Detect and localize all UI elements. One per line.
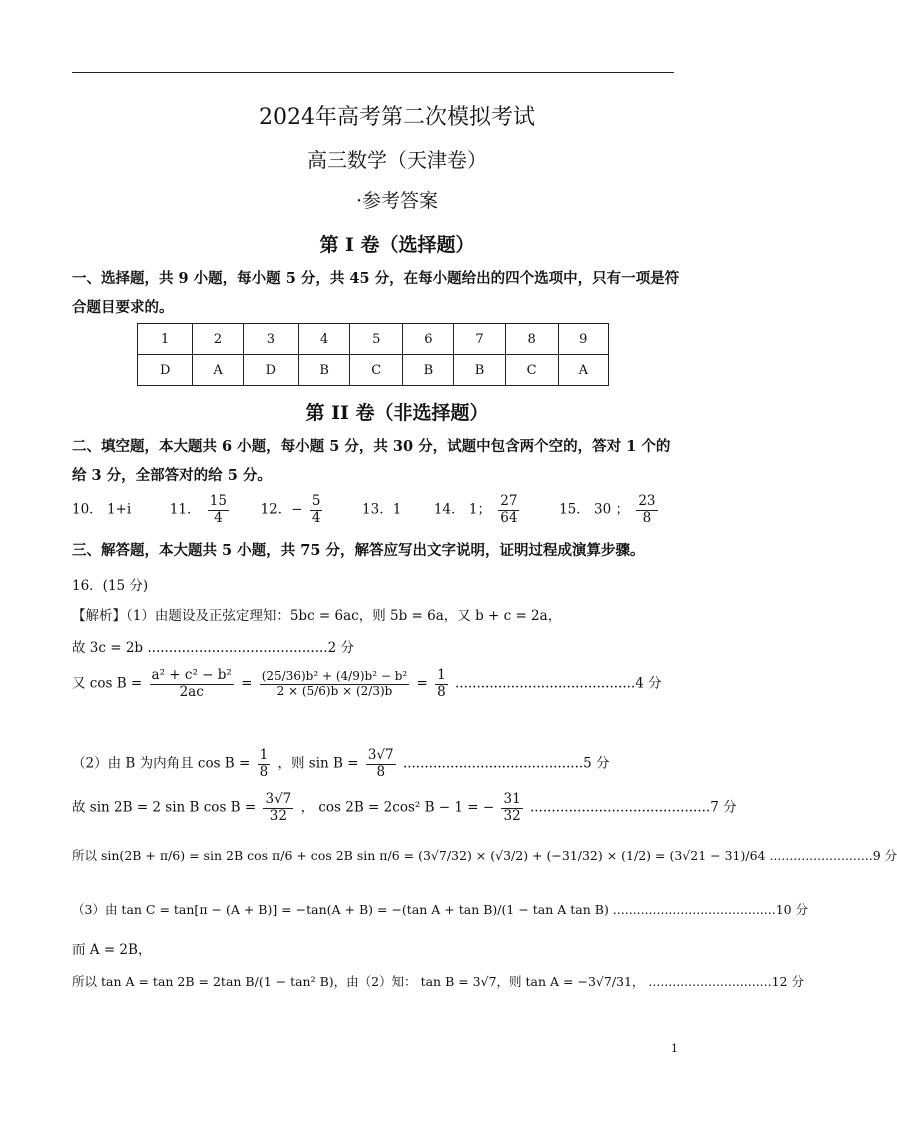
fill-q13: 13．1 [362, 501, 402, 518]
part3-instruction: 三、解答题，本大题共 5 小题，共 75 分，解答应写出文字说明，证明过程成演算步骤。 [72, 542, 645, 559]
fraction-denominator: 8 [642, 509, 652, 526]
solution-text: 故 sin 2B = 2 sin B cos B = [72, 799, 257, 816]
solution-line-3: 又 cos B = $\frac{\text{a² + c² − b²}}{2ac}$ = $\frac{\text{(25/36)b² + (4/9)b² − b²}}{2 \times (5/6)b \times (2/3)b}$ = $\frac{1}{8}$ ..........................................4 分 [72, 667, 662, 700]
cos-b-fraction-2 [260, 670, 409, 699]
table-cell: 2 [193, 324, 243, 355]
solution-line-8: 而 A = 2B， [72, 942, 152, 958]
fill-q12: 12．− [260, 501, 303, 518]
table-cell: 3 [243, 324, 298, 355]
fraction-denominator: 8 [437, 683, 446, 700]
part2-heading: 第 II 卷（非选择题） [305, 402, 489, 424]
table-cell: 1 [138, 324, 193, 355]
score-marker: ..........................................5 分 [402, 755, 610, 772]
part2-instruction: 二、填空题，本大题共 6 小题，每小题 5 分，共 30 分，试题中包含两个空的，答对 1 个的给 3 分，全部答对的给 5 分。 [72, 438, 671, 484]
fraction-denominator: 32 [269, 807, 287, 824]
fill-q14: 14． 1； [433, 501, 491, 518]
table-cell: B [299, 355, 350, 386]
table-cell: C [350, 355, 403, 386]
answer-table [137, 323, 609, 386]
fraction-denominator: 32 [503, 807, 521, 824]
solution-line-9: 所以 tan A = tan 2B = 2tan B/(1 − tan² B)，由（2）知： tan B = 3√7，则 tan A = −3√7/31， ...............................12 分 [72, 974, 804, 989]
table-cell: B [454, 355, 505, 386]
fill-q15-fraction [636, 494, 657, 526]
fraction-numerator: 27 [500, 493, 518, 509]
fraction-numerator: 31 [503, 791, 521, 807]
solution-text: （2）由 B 为内角且 cos B = [72, 755, 251, 772]
fraction-denominator: 2ac [179, 683, 204, 700]
fraction-numerator: 1 [437, 667, 446, 683]
page-subtitle: 高三数学（天津卷） [307, 148, 487, 172]
answer-label: ·参考答案 [355, 190, 439, 212]
page-number: 1 [671, 1042, 678, 1055]
solution-line-4 [72, 748, 610, 780]
fraction [258, 748, 271, 780]
table-cell: A [558, 355, 608, 386]
table-cell: D [138, 355, 193, 386]
solution-line-6: 所以 sin(2B + π/6) = sin 2B cos π/6 + cos 2B sin π/6 = (3√7/32) × (√3/2) + (−31/32) × (1/2) = (3√21 − 31)/64 ..........................9 分 [72, 848, 897, 863]
fill-q10: 10． 1+i [72, 501, 132, 518]
fraction-numerator: 3√7 [265, 791, 292, 807]
fraction-numerator: 15 [209, 493, 227, 509]
solution-text: ，则 sin B = [277, 755, 359, 772]
fill-q15: 15． 30 ； [559, 501, 630, 518]
cos-b-label: 又 cos B = [72, 675, 143, 692]
fraction-denominator: 2 × (5/6)b × (2/3)b [276, 683, 393, 698]
fill-q14-fraction [498, 494, 519, 526]
fraction-numerator: (25/36)b² + (4/9)b² − b² [261, 668, 408, 683]
solution-line-1: 【解析】（1）由题设及正弦定理知：5bc = 6ac，则 5b = 6a，又 b + c = 2a， [72, 608, 562, 624]
table-cell: 5 [350, 324, 403, 355]
fraction-denominator: 4 [311, 509, 321, 526]
fraction-numerator: 3√7 [367, 747, 394, 763]
table-cell: 4 [299, 324, 350, 355]
fill-q11: 11． [169, 501, 201, 518]
table-cell: 9 [558, 324, 608, 355]
fill-q11-fraction [208, 494, 229, 526]
fraction-numerator: 5 [311, 493, 321, 509]
answer-table-numbers [138, 324, 609, 355]
table-cell: A [193, 355, 243, 386]
fraction [263, 792, 293, 824]
fraction [366, 748, 396, 780]
fraction-denominator: 4 [214, 509, 223, 526]
solution-line-5 [72, 792, 737, 824]
question-16-label: 16．(15 分) [72, 578, 149, 594]
cos-b-fraction-3 [435, 668, 448, 700]
fraction-numerator: a² + c² − b² [151, 667, 232, 683]
fraction-denominator: 8 [259, 763, 269, 780]
solution-line-7: （3）由 tan C = tan[π − (A + B)] = −tan(A + B) = −(tan A + tan B)/(1 − tan A tan B) .........................................10 分 [72, 902, 809, 917]
table-cell: C [505, 355, 558, 386]
table-cell: 8 [505, 324, 558, 355]
table-cell: 7 [454, 324, 505, 355]
fraction-denominator: 64 [500, 509, 518, 526]
table-cell: D [243, 355, 298, 386]
score-marker: ..........................................7 分 [529, 799, 737, 816]
cos-b-fraction-1 [150, 668, 234, 700]
fraction [501, 792, 522, 824]
fraction-numerator: 1 [259, 747, 269, 763]
solution-line-2: 故 3c = 2b ..........................................2 分 [72, 640, 354, 656]
part1-instruction: 一、选择题，共 9 小题，每小题 5 分，共 45 分，在每小题给出的四个选项中，只有一项是符合题目要求的。 [72, 270, 680, 316]
fraction-numerator: 23 [638, 493, 656, 509]
solution-text: ， cos 2B = 2cos² B − 1 = − [300, 799, 495, 816]
page-title: 2024年高考第二次模拟考试 [259, 105, 535, 130]
fill-q12-fraction [310, 494, 323, 526]
table-cell: 6 [403, 324, 454, 355]
part1-heading: 第 I 卷（选择题） [319, 234, 475, 256]
score-marker: ..........................................4 分 [454, 675, 662, 692]
fraction-denominator: 8 [376, 763, 386, 780]
table-cell: B [403, 355, 454, 386]
answer-table-answers [138, 355, 609, 386]
fill-answers [72, 494, 661, 526]
top-rule [72, 72, 674, 73]
